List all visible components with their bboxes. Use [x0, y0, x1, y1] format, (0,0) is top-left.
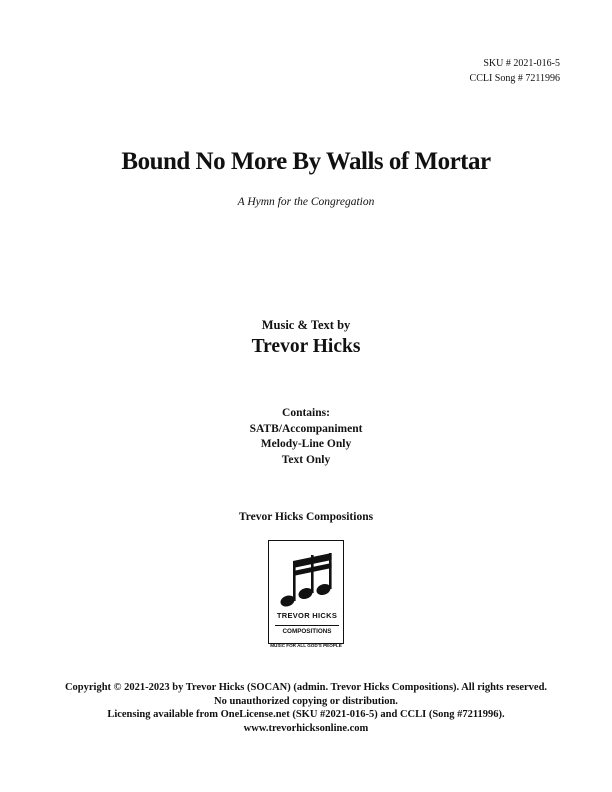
- copyright-line: Copyright © 2021-2023 by Trevor Hicks (SOCAN) (admin. Trevor Hicks Compositions). All rights reserved.: [64, 682, 548, 693]
- copyright-block: [0, 681, 612, 735]
- logo-text-line2: COMPOSITIONS: [282, 628, 332, 635]
- contents-heading: Contains:: [282, 407, 330, 419]
- publisher-name: Trevor Hicks Compositions: [238, 511, 374, 523]
- hymn-subtitle: A Hymn for the Congregation: [237, 196, 375, 208]
- publisher-logo: [268, 540, 344, 648]
- composer-name: Trevor Hicks: [251, 336, 361, 357]
- contents-item: Melody-Line Only: [260, 438, 352, 450]
- logo-tagline: MUSIC FOR ALL GOD'S PEOPLE: [270, 643, 342, 648]
- logo-frame: [268, 540, 344, 644]
- logo-divider: [275, 625, 339, 626]
- contents-item: Text Only: [281, 453, 331, 466]
- contents-list: [0, 406, 612, 468]
- website-link[interactable]: www.trevorhicksonline.com: [243, 722, 369, 734]
- copyright-line: No unauthorized copying or distribution.: [214, 695, 398, 707]
- hymn-title: Bound No More By Walls of Mortar: [121, 148, 491, 175]
- credits-label: Music & Text by: [261, 318, 351, 332]
- sku-number: SKU # 2021-016-5: [483, 58, 560, 69]
- logo-text-line1: TREVOR HICKS: [276, 611, 338, 620]
- ccli-song-number: CCLI Song # 7211996: [469, 73, 560, 84]
- beamed-notes-icon: [275, 549, 337, 611]
- licensing-line: Licensing available from OneLicense.net (SKU #2021-016-5) and CCLI (Song #7211996).: [107, 709, 505, 720]
- contents-item: SATB/Accompaniment: [249, 422, 363, 435]
